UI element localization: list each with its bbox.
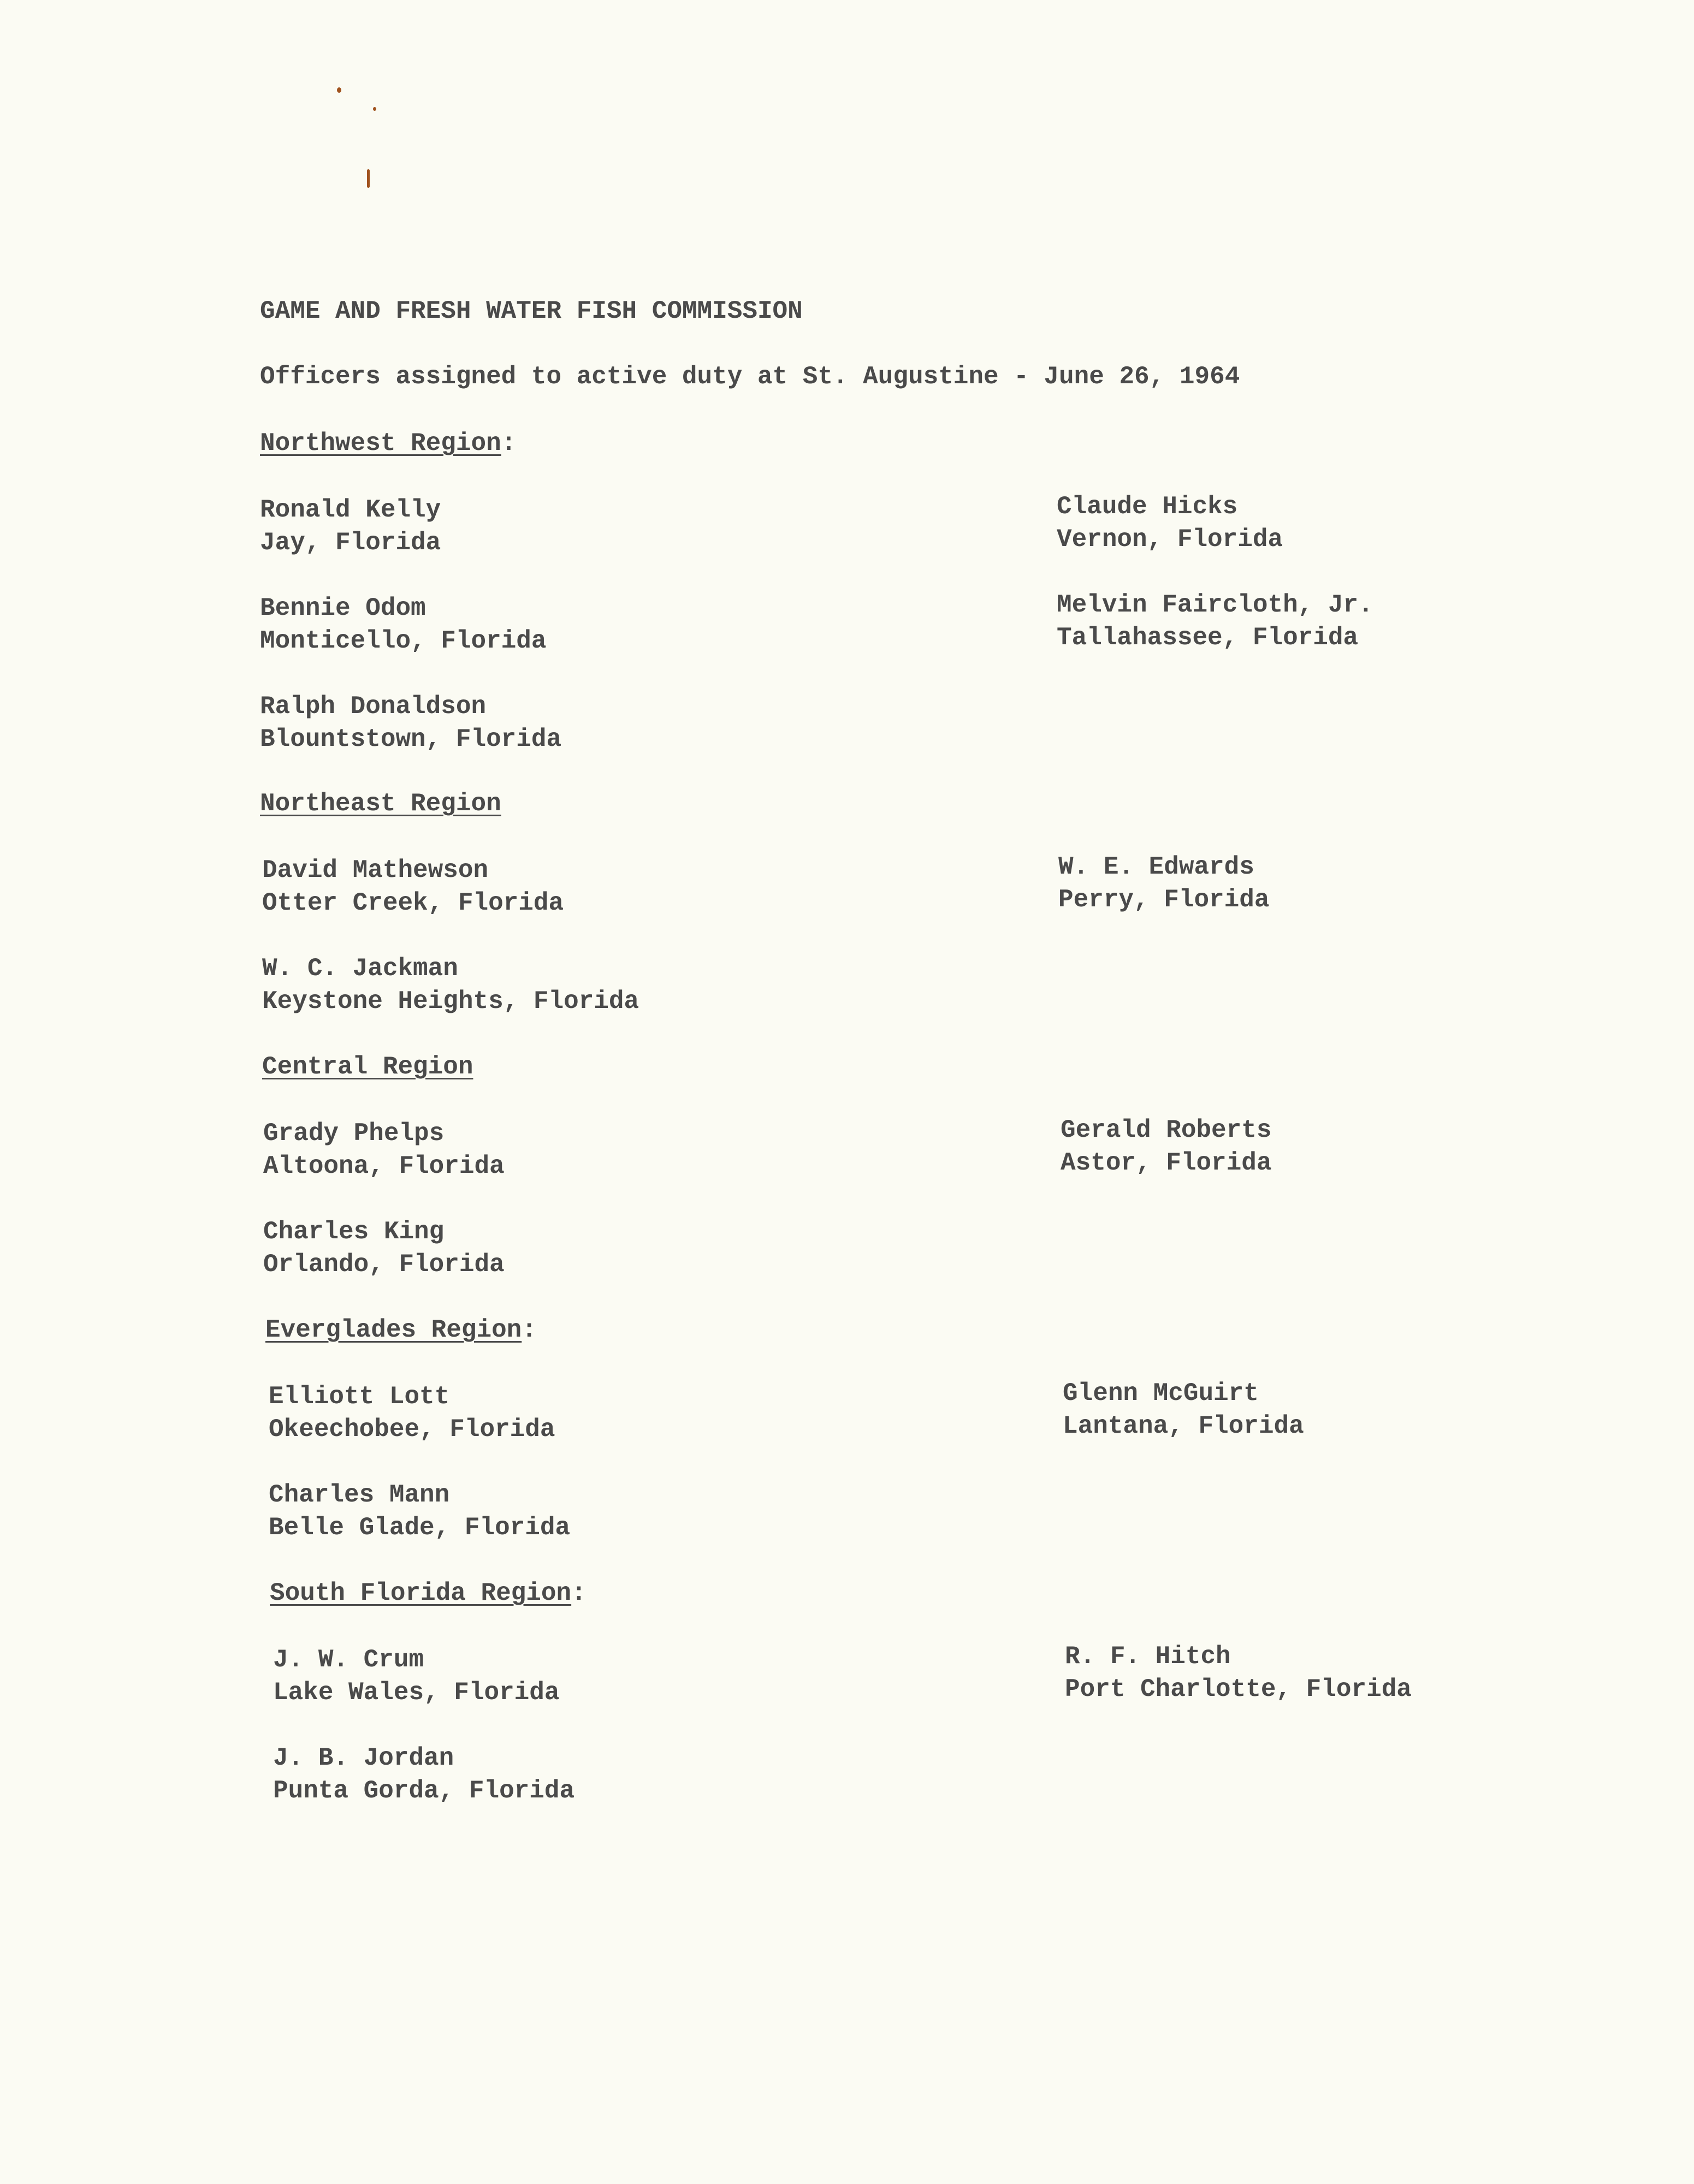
region-heading-label: South Florida Region [270, 1579, 572, 1607]
officer-name: W. E. Edwards [1058, 853, 1254, 881]
region-heading-label: Everglades Region [265, 1316, 522, 1344]
region-heading-suffix: : [501, 429, 517, 458]
officer-name: Elliott Lott [269, 1382, 450, 1411]
officer-name: R. F. Hitch [1065, 1642, 1231, 1671]
officer-location: Okeechobee, Florida [269, 1415, 555, 1444]
officer-entry [262, 952, 639, 1018]
officer-name: J. W. Crum [273, 1646, 424, 1674]
region-heading-suffix: : [571, 1579, 587, 1607]
officer-location: Orlando, Florida [263, 1250, 505, 1279]
officer-name: Gerald Roberts [1061, 1116, 1272, 1144]
officer-entry [263, 1215, 505, 1281]
region-heading-everglades [265, 1314, 537, 1346]
officer-name: Grady Phelps [263, 1119, 445, 1148]
officer-location: Otter Creek, Florida [262, 889, 564, 917]
officer-entry [262, 854, 564, 919]
officer-name: David Mathewson [262, 856, 489, 885]
officer-name: Charles Mann [269, 1481, 450, 1509]
officer-name: Ralph Donaldson [260, 692, 487, 721]
rust-spot-mark [337, 87, 341, 93]
officer-name: J. B. Jordan [273, 1744, 454, 1772]
officer-entry [260, 494, 441, 559]
region-heading-label: Central Region [262, 1053, 473, 1081]
officer-location: Jay, Florida [260, 529, 441, 557]
officer-entry [260, 690, 561, 756]
officer-location: Tallahassee, Florida [1057, 624, 1359, 652]
officer-entry [269, 1479, 570, 1544]
rust-spot-mark [373, 107, 376, 111]
officer-entry [273, 1643, 560, 1709]
region-heading-northeast [260, 787, 501, 820]
officer-entry [273, 1742, 574, 1807]
officer-entry [1057, 490, 1283, 556]
officer-location: Blountstown, Florida [260, 725, 562, 753]
officer-location: Monticello, Florida [260, 627, 547, 655]
officer-entry [263, 1117, 505, 1183]
region-heading-label: Northwest Region [260, 429, 501, 458]
officer-entry [1065, 1640, 1412, 1706]
officer-name: Glenn McGuirt [1063, 1379, 1259, 1408]
officer-name: Claude Hicks [1057, 492, 1238, 521]
officer-entry [1057, 589, 1373, 654]
officer-entry [1063, 1377, 1304, 1443]
officer-name: W. C. Jackman [262, 954, 458, 983]
officer-location: Altoona, Florida [263, 1152, 505, 1180]
officer-location: Astor, Florida [1061, 1149, 1272, 1177]
officer-location: Punta Gorda, Florida [273, 1777, 575, 1805]
officer-location: Port Charlotte, Florida [1065, 1675, 1412, 1704]
document-subtitle: Officers assigned to active duty at St. Augustine - June 26, 1964 [260, 363, 1240, 391]
region-heading-label: Northeast Region [260, 790, 501, 818]
officer-location: Belle Glade, Florida [269, 1514, 571, 1542]
officer-entry [269, 1380, 555, 1446]
officer-location: Perry, Florida [1058, 886, 1270, 914]
region-heading-central [262, 1051, 473, 1083]
document-title: GAME AND FRESH WATER FISH COMMISSION [260, 297, 803, 325]
officer-location: Lantana, Florida [1063, 1412, 1304, 1440]
officer-entry [1058, 851, 1269, 916]
officer-entry [260, 592, 547, 657]
officer-name: Melvin Faircloth, Jr. [1057, 591, 1373, 619]
officer-name: Bennie Odom [260, 594, 426, 622]
officer-name: Charles King [263, 1218, 445, 1246]
officer-location: Keystone Heights, Florida [262, 987, 639, 1016]
officer-location: Vernon, Florida [1057, 525, 1283, 554]
officer-location: Lake Wales, Florida [273, 1678, 560, 1707]
officer-entry [1061, 1114, 1271, 1179]
rust-spot-mark [367, 169, 370, 188]
officer-name: Ronald Kelly [260, 496, 441, 524]
region-heading-south-florida [270, 1577, 587, 1610]
region-heading-suffix: : [522, 1316, 537, 1344]
region-heading-northwest [260, 427, 516, 460]
